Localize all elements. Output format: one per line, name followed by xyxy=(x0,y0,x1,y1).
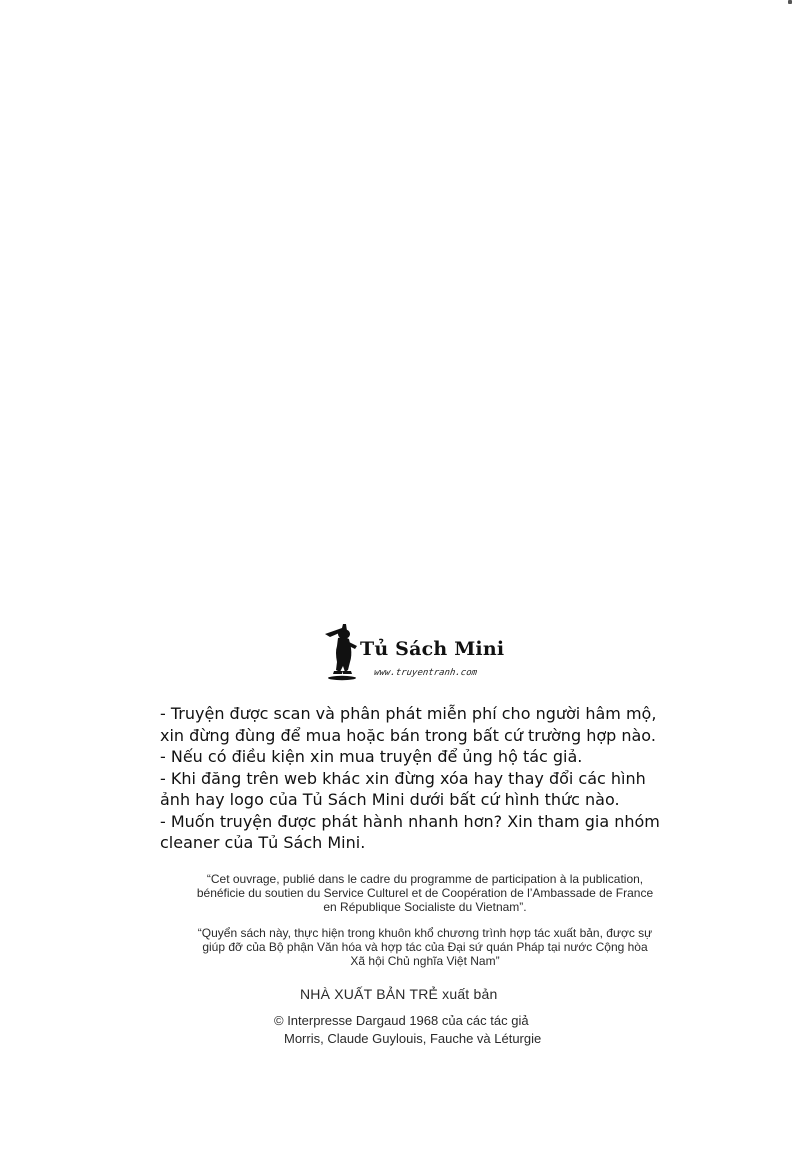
copyright-block xyxy=(274,1012,541,1048)
vietnamese-credit: “Quyển sách này, thực hiện trong khuôn khổ chương trình hợp tác xuất bản, được sự giúp đỡ của Bộ phận Văn hóa và hợp tác của Đại sứ quán Pháp tại nước Cộng hòa Xã hội Chủ nghĩa Việt Nam” xyxy=(197,926,653,968)
credits-block xyxy=(195,872,655,968)
logo-title: Tủ Sách Mini xyxy=(360,638,505,660)
tu-sach-mini-logo xyxy=(322,622,505,684)
notice-line: - Truyện được scan và phân phát miễn phí cho người hâm mộ, xin đừng đùng để mua hoặc bán trong bất cứ trường hợp nào. xyxy=(160,704,657,745)
silhouette-icon xyxy=(322,622,362,684)
notice-line: - Muốn truyện được phát hành nhanh hơn? Xin tham gia nhóm cleaner của Tủ Sách Mini. xyxy=(160,811,660,852)
logo-url: www.truyentranh.com xyxy=(373,668,478,678)
notice-line: - Khi đăng trên web khác xin đừng xóa hay thay đổi các hình ảnh hay logo của Tủ Sách Mini dưới bất cứ hình thức nào. xyxy=(160,768,646,809)
authors-line: Morris, Claude Guylouis, Fauche và Léturgie xyxy=(284,1031,542,1046)
notice-list xyxy=(160,703,680,854)
notice-line: - Nếu có điều kiện xin mua truyện để ủng hộ tác giả. xyxy=(160,747,583,766)
copyright-line: © Interpresse Dargaud 1968 của các tác giả xyxy=(274,1013,529,1028)
corner-mark xyxy=(788,0,792,4)
publisher-line: NHÀ XUẤT BẢN TRẺ xuất bản xyxy=(300,986,498,1002)
french-credit: “Cet ouvrage, publié dans le cadre du programme de participation à la publication, bénéficie du soutien du Service Culturel et de Coopération de l’Ambassade de France en République Socialiste du Vietnam”. xyxy=(196,872,654,914)
